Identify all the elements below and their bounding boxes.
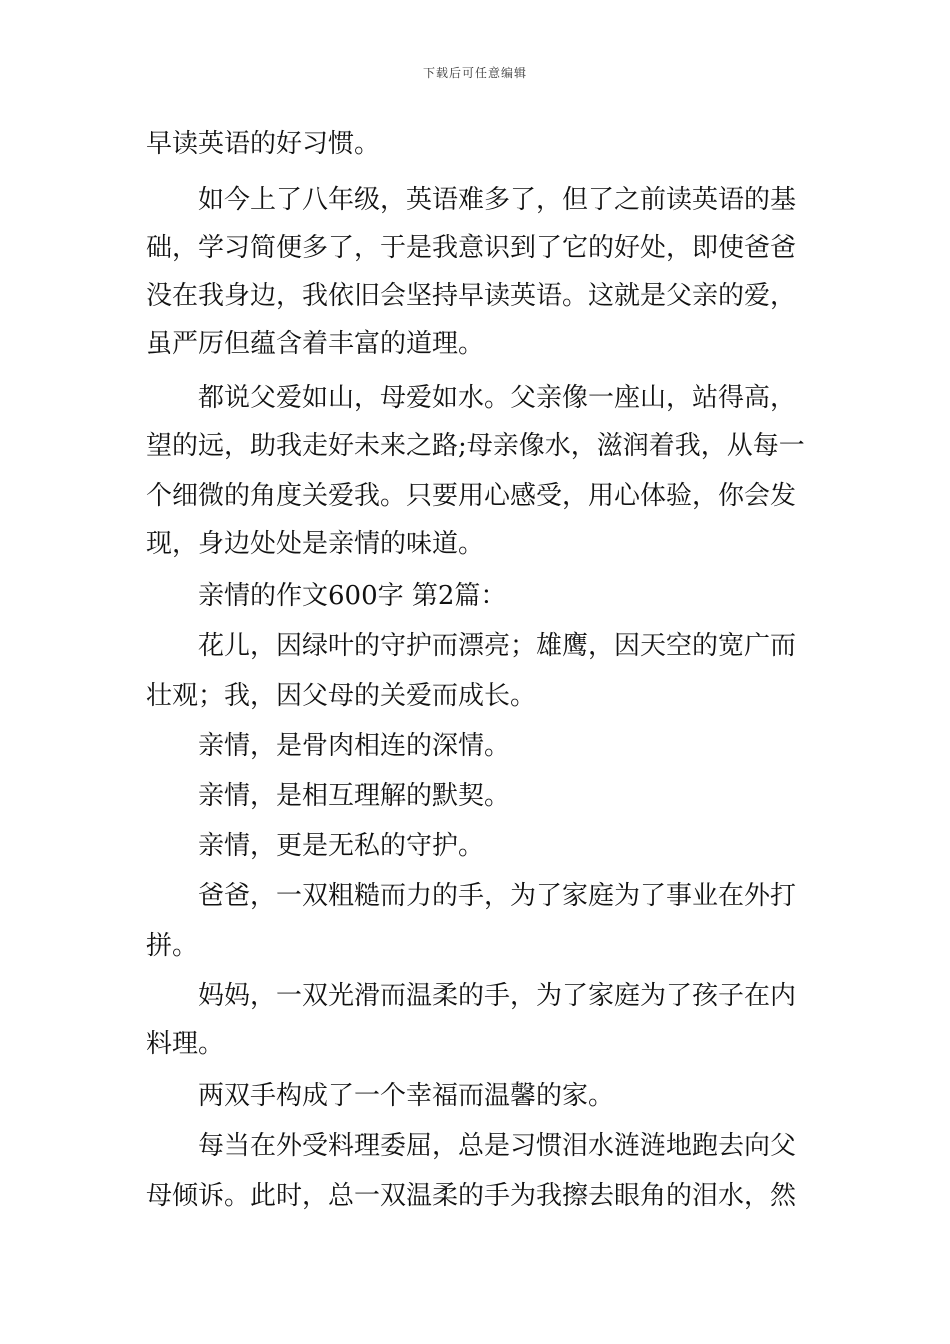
text-line: 亲情，是骨肉相连的深情。 xyxy=(198,731,511,761)
text-line: 花儿，因绿叶的守护而漂亮；雄鹰，因天空的宽广而 xyxy=(198,631,797,661)
text-line: 爸爸，一双粗糙而力的手，为了家庭为了事业在外打 xyxy=(198,881,797,911)
text-line: 两双手构成了一个幸福而温馨的家。 xyxy=(198,1081,615,1111)
text-line: 拼。 xyxy=(146,931,199,961)
text-line: 没在我身边，我依旧会坚持早读英语。这就是父亲的爱， xyxy=(146,281,797,311)
text-line: 现，身边处处是亲情的味道。 xyxy=(146,529,485,559)
text-line: 望的远，助我走好未来之路;母亲像水，滋润着我，从每一 xyxy=(146,431,805,461)
text-line: 早读英语的好习惯。 xyxy=(146,129,381,159)
text-line: 亲情，是相互理解的默契。 xyxy=(198,781,511,811)
text-line: 母倾诉。此时，总一双温柔的手为我擦去眼角的泪水，然 xyxy=(146,1181,797,1211)
text-line: 虽严厉但蕴含着丰富的道理。 xyxy=(146,329,485,359)
text-line: 如今上了八年级，英语难多了，但了之前读英语的基 xyxy=(198,185,797,215)
page-header: 下载后可任意编辑 xyxy=(422,66,527,80)
text-line: 础，学习简便多了，于是我意识到了它的好处，即使爸爸 xyxy=(146,233,797,263)
text-line: 都说父爱如山，母爱如水。父亲像一座山，站得高， xyxy=(198,383,797,413)
text-line: 亲情，更是无私的守护。 xyxy=(198,831,485,861)
text-line: 个细微的角度关爱我。只要用心感受，用心体验，你会发 xyxy=(146,481,797,511)
text-line: 壮观；我，因父母的关爱而成长。 xyxy=(146,681,537,711)
text-line: 每当在外受料理委屈，总是习惯泪水涟涟地跑去向父 xyxy=(198,1131,797,1161)
text-line: 妈妈，一双光滑而温柔的手，为了家庭为了孩子在内 xyxy=(198,981,797,1011)
section-heading: 亲情的作文600字 第2篇： xyxy=(198,581,507,611)
text-line: 料理。 xyxy=(146,1029,225,1059)
